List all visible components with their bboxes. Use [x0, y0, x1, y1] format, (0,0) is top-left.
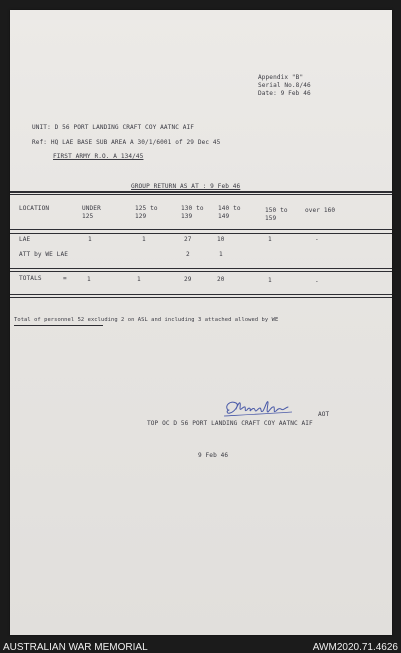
footer-accession-number: AWM2020.71.4626: [312, 642, 398, 653]
header-col5-line2: 159: [265, 215, 277, 222]
header-location: LOCATION: [19, 205, 50, 212]
row-lae-col3: 27: [184, 236, 192, 243]
table-bottom-rule: [10, 294, 392, 295]
header-col4-line1: 140 to: [218, 205, 241, 212]
reference-title: FIRST ARMY R.O. A 134/45: [53, 153, 144, 160]
personnel-total-note: Total of personnel 52 excluding 2 on ASL and including 3 attached allowed by WE: [14, 317, 279, 323]
row-lae-col5: 1: [268, 236, 272, 243]
totals-col2: 1: [137, 276, 141, 283]
totals-label: TOTALS: [19, 275, 42, 282]
signed-date: 9 Feb 46: [198, 452, 229, 459]
unit-line: UNIT: D 56 PORT LANDING CRAFT COY AATNC AIF: [32, 124, 195, 131]
table-top-rule: [10, 191, 392, 193]
totals-col6: -: [315, 278, 319, 285]
document-date: Date: 9 Feb 46: [258, 90, 311, 97]
header-col6: over 160: [305, 207, 336, 214]
totals-top-rule: [10, 268, 392, 269]
reference-line: Ref: HQ LAE BASE SUB AREA A 30/1/6001 of 29 Dec 45: [32, 139, 221, 146]
row-lae-col4: 10: [217, 236, 225, 243]
appendix-label: Appendix "B": [258, 74, 304, 81]
header-bottom-rule: [10, 229, 392, 230]
header-col2-line2: 129: [135, 213, 147, 220]
handwritten-signature: [222, 394, 302, 420]
totals-col1: 1: [87, 276, 91, 283]
totals-col5: 1: [268, 277, 272, 284]
serial-number: Serial No.8/46: [258, 82, 311, 89]
totals-col3: 29: [184, 276, 192, 283]
header-col3-line1: 130 to: [181, 205, 204, 212]
header-col1-line1: UNDER: [82, 205, 101, 212]
row-att-col4: 1: [219, 251, 223, 258]
row-lae-location: LAE: [19, 236, 31, 243]
table-title: GROUP RETURN AS AT : 9 Feb 46: [131, 183, 241, 190]
table-bottom-rule-2: [10, 297, 392, 298]
header-col1-line2: 125: [82, 213, 94, 220]
header-col5-line1: 150 to: [265, 207, 288, 214]
footer-institution: AUSTRALIAN WAR MEMORIAL: [3, 642, 148, 653]
row-att-location: ATT by WE LAE: [19, 251, 68, 258]
row-lae-col6: -: [315, 236, 319, 243]
row-att-col3: 2: [186, 251, 190, 258]
totals-col4: 20: [217, 276, 225, 283]
header-bottom-rule-2: [10, 233, 392, 234]
header-col2-line1: 125 to: [135, 205, 158, 212]
table-top-rule-2: [10, 194, 392, 195]
header-col3-line2: 139: [181, 213, 193, 220]
signature-block: TOP OC D 56 PORT LANDING CRAFT COY AATNC AIF: [147, 420, 313, 427]
note-underline: [14, 325, 103, 326]
totals-top-rule-2: [10, 271, 392, 272]
row-lae-col1: 1: [88, 236, 92, 243]
row-lae-col2: 1: [142, 236, 146, 243]
totals-equals: =: [63, 275, 67, 282]
header-col4-line2: 149: [218, 213, 230, 220]
signature-rank: AOT: [318, 411, 330, 418]
